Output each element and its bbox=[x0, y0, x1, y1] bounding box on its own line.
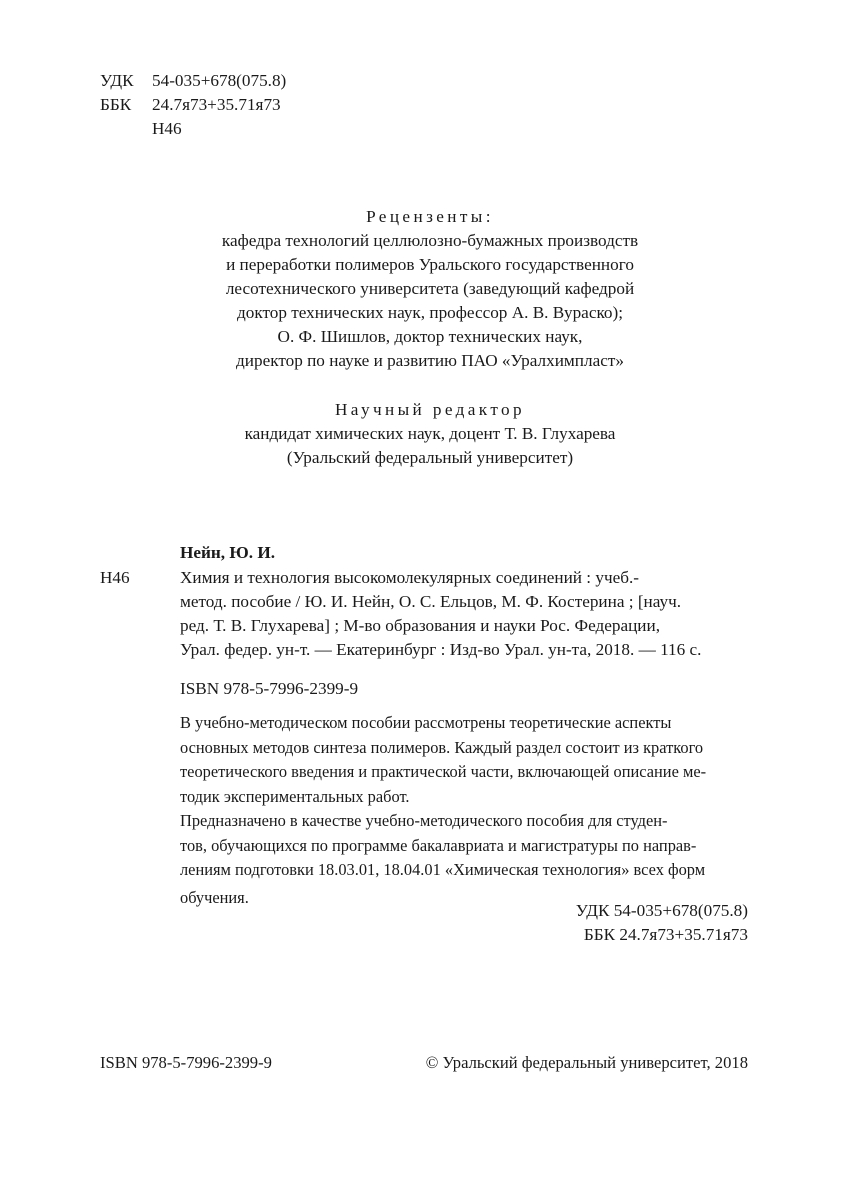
annotation-line: Предназначено в качестве учебно-методического пособия для студен- bbox=[180, 811, 668, 830]
annotation-line: В учебно-методическом пособии рассмотрены теоретические аспекты bbox=[180, 713, 672, 732]
bbk-repeat: ББК 24.7я73+35.71я73 bbox=[583, 925, 748, 944]
annotation-line: основных методов синтеза полимеров. Каждый раздел состоит из краткого bbox=[180, 737, 704, 757]
author-mark-row bbox=[100, 117, 286, 141]
bib-line: ред. Т. В. Глухарева] ; М-во образования и науки Рос. Федерации, bbox=[180, 616, 660, 635]
editor-block bbox=[100, 398, 760, 470]
classification-repeat bbox=[500, 899, 748, 947]
bbk-label: ББК bbox=[100, 95, 132, 114]
reviewers-block bbox=[100, 205, 760, 373]
bbk-value: 24.7я73+35.71я73 bbox=[152, 95, 281, 114]
udk-label: УДК bbox=[100, 71, 134, 90]
bib-code: Н46 bbox=[100, 568, 130, 587]
reviewers-line: доктор технических наук, профессор А. В. Вураско); bbox=[236, 303, 624, 322]
editor-line: кандидат химических наук, доцент Т. В. Глухарева bbox=[244, 424, 616, 443]
udk-row bbox=[100, 69, 286, 93]
annotation-line: тов, обучающихся по программе бакалавриата и магистратуры по направ- bbox=[180, 835, 697, 855]
author-mark: Н46 bbox=[152, 119, 182, 138]
reviewers-line: кафедра технологий целлюлозно-бумажных производств bbox=[221, 231, 639, 250]
bib-line: Урал. федер. ун-т. — Екатеринбург : Изд-во Урал. ун-та, 2018. — 116 с. bbox=[180, 640, 702, 659]
reviewers-heading: Рецензенты: bbox=[366, 207, 494, 226]
annotation-block bbox=[180, 711, 748, 910]
reviewers-line: директор по науке и развитию ПАО «Уралхимпласт» bbox=[236, 351, 624, 370]
footer-copyright: © Уральский федеральный университет, 2018 bbox=[425, 1053, 748, 1072]
bib-isbn: ISBN 978-5-7996-2399-9 bbox=[180, 679, 359, 698]
footer bbox=[100, 1051, 748, 1075]
editor-line: (Уральский федеральный университет) bbox=[286, 448, 574, 467]
annotation-line: лениям подготовки 18.03.01, 18.04.01 «Химическая технология» всех форм bbox=[180, 860, 706, 879]
udk-value: 54-035+678(075.8) bbox=[152, 71, 287, 90]
classification-block bbox=[100, 69, 286, 141]
reviewers-line: О. Ф. Шишлов, доктор технических наук, bbox=[277, 327, 583, 346]
bib-description bbox=[180, 566, 748, 662]
reviewers-line: и переработки полимеров Уральского государственного bbox=[226, 255, 634, 274]
reviewers-line: лесотехнического университета (заведующий кафедрой bbox=[225, 279, 635, 298]
footer-isbn: ISBN 978-5-7996-2399-9 bbox=[100, 1053, 272, 1072]
bib-author: Нейн, Ю. И. bbox=[180, 543, 276, 562]
annotation-line: тодик экспериментальных работ. bbox=[180, 786, 410, 806]
bbk-row bbox=[100, 93, 286, 117]
bib-line: метод. пособие / Ю. И. Нейн, О. С. Ельцов, М. Ф. Костерина ; [науч. bbox=[180, 592, 682, 611]
annotation-line: обучения. bbox=[180, 887, 249, 907]
editor-heading: Научный редактор bbox=[334, 400, 525, 419]
annotation-line: теоретического введения и практической части, включающей описание ме- bbox=[180, 762, 707, 781]
udk-repeat: УДК 54-035+678(075.8) bbox=[575, 901, 748, 920]
bib-line: Химия и технология высокомолекулярных соединений : учеб.- bbox=[180, 568, 640, 587]
